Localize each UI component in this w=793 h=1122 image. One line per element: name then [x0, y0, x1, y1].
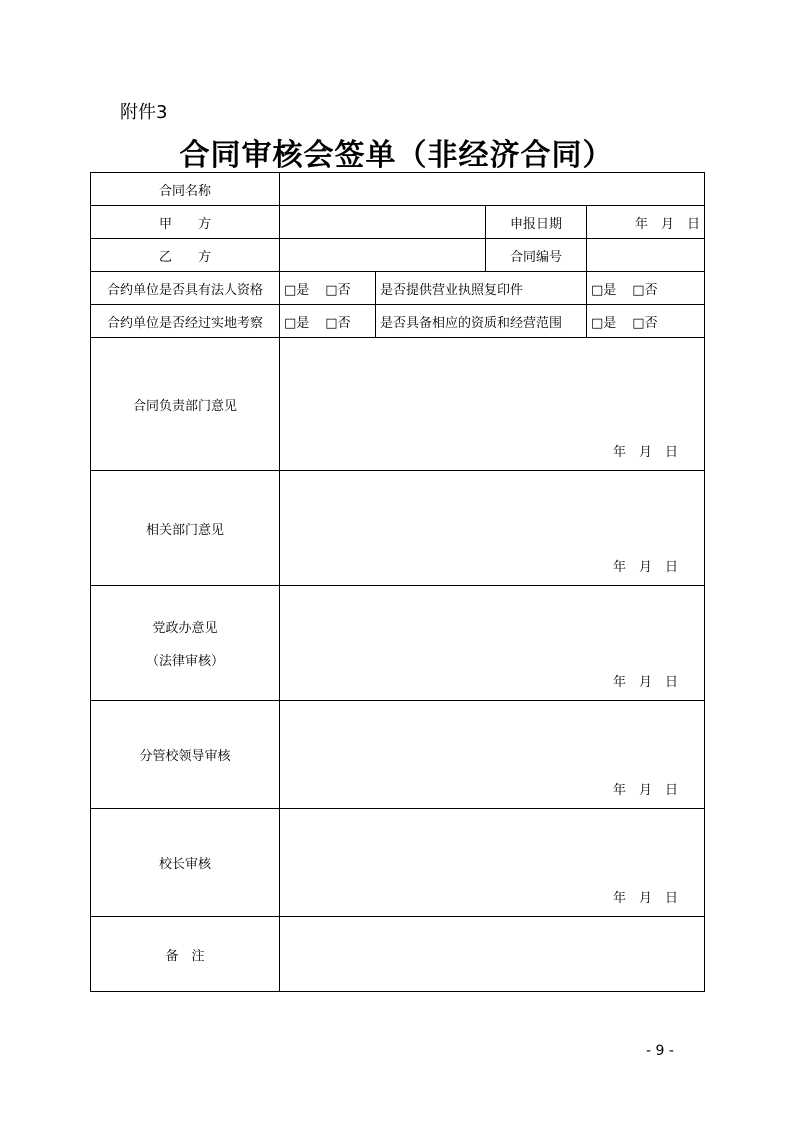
vice-principal-label: 分管校领导审核 — [91, 701, 280, 809]
row-dept-opinion — [91, 338, 705, 471]
vice-principal-date: 年 月 日 — [612, 783, 678, 798]
party-b-label: 乙 方 — [91, 239, 280, 272]
business-license-no-checkbox[interactable]: □否 — [632, 282, 658, 298]
report-date-label: 申报日期 — [486, 206, 587, 239]
report-date-field[interactable]: 年 月 日 — [587, 206, 705, 239]
site-inspection-yes-checkbox[interactable]: □是 — [284, 315, 310, 331]
party-office-date: 年 月 日 — [612, 675, 678, 690]
page-title: 合同审核会签单（非经济合同） — [179, 138, 614, 173]
page-number: - 9 - — [646, 1043, 674, 1059]
related-dept-field[interactable] — [280, 471, 705, 586]
legal-person-question: 合约单位是否具有法人资格 — [91, 272, 280, 305]
row-legal-person — [91, 272, 705, 305]
business-license-options — [587, 272, 705, 305]
party-a-field[interactable] — [280, 206, 486, 239]
qualification-question: 是否具备相应的资质和经营范围 — [376, 305, 587, 338]
dept-opinion-date: 年 月 日 — [612, 445, 678, 460]
dept-opinion-field[interactable] — [280, 338, 705, 471]
legal-person-yes-checkbox[interactable]: □是 — [284, 282, 310, 298]
party-b-field[interactable] — [280, 239, 486, 272]
vice-principal-field[interactable] — [280, 701, 705, 809]
row-principal — [91, 809, 705, 917]
party-a-label: 甲 方 — [91, 206, 280, 239]
site-inspection-no-checkbox[interactable]: □否 — [325, 315, 351, 331]
principal-date: 年 月 日 — [612, 891, 678, 906]
business-license-yes-checkbox[interactable]: □是 — [591, 282, 617, 298]
remarks-label: 备 注 — [91, 917, 280, 992]
row-remarks — [91, 917, 705, 992]
related-dept-label: 相关部门意见 — [91, 471, 280, 586]
row-contract-name — [91, 173, 705, 206]
qualification-yes-checkbox[interactable]: □是 — [591, 315, 617, 331]
business-license-question: 是否提供营业执照复印件 — [376, 272, 587, 305]
contract-name-label: 合同名称 — [91, 173, 280, 206]
row-related-dept — [91, 471, 705, 586]
row-party-office — [91, 586, 705, 701]
contract-name-field[interactable] — [280, 173, 705, 206]
party-office-sublabel: （法律审核） — [145, 654, 224, 669]
contract-no-field[interactable] — [587, 239, 705, 272]
row-party-b — [91, 239, 705, 272]
row-site-inspection — [91, 305, 705, 338]
qualification-no-checkbox[interactable]: □否 — [632, 315, 658, 331]
principal-label: 校长审核 — [91, 809, 280, 917]
legal-person-options — [280, 272, 376, 305]
site-inspection-options — [280, 305, 376, 338]
attachment-label: 附件3 — [120, 102, 168, 123]
remarks-field[interactable] — [280, 917, 705, 992]
row-party-a — [91, 206, 705, 239]
related-dept-date: 年 月 日 — [612, 560, 678, 575]
qualification-options — [587, 305, 705, 338]
legal-person-no-checkbox[interactable]: □否 — [325, 282, 351, 298]
party-office-field[interactable] — [280, 586, 705, 701]
party-office-label: 党政办意见 — [152, 621, 218, 636]
principal-field[interactable] — [280, 809, 705, 917]
contract-no-label: 合同编号 — [486, 239, 587, 272]
contract-review-form — [90, 172, 705, 992]
row-vice-principal — [91, 701, 705, 809]
dept-opinion-label: 合同负责部门意见 — [91, 338, 280, 471]
party-office-label-cell — [91, 586, 280, 701]
site-inspection-question: 合约单位是否经过实地考察 — [91, 305, 280, 338]
